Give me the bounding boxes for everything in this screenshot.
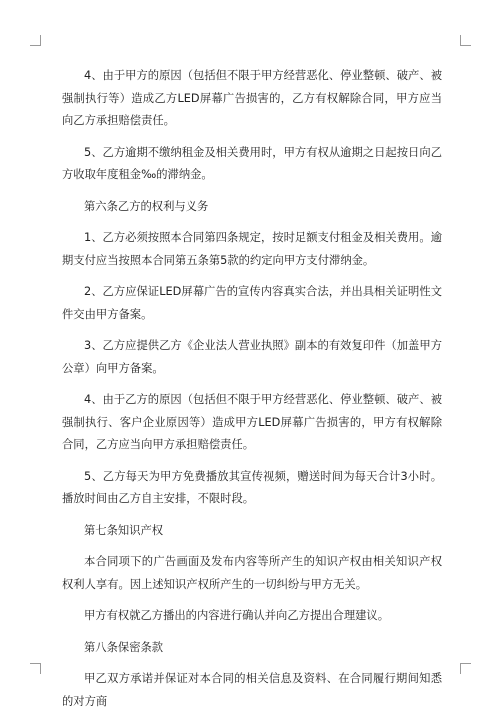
clause-6-item-2: 2、乙方应保证LED屏幕广告的宣传内容真实合法，并出具相关证明性文件交由甲方备案。 (62, 285, 442, 321)
crop-mark-bottom-left (30, 663, 41, 674)
crop-mark-top-left (30, 35, 41, 46)
clause-7-paragraph-2: 甲方有权就乙方播出的内容进行确认并向乙方提出合理建议。 (84, 609, 390, 622)
clause-7-paragraph-1: 本合同项下的广告画面及发布内容等所产生的知识产权由相关知识产权权利人享有。因上述知识产权所产生的一切纠纷与甲方无关。 (62, 555, 442, 591)
clause-5-item-4: 4、由于甲方的原因（包括但不限于甲方经营恶化、停业整顿、破产、被强制执行等）造成乙方LED屏幕广告损害的，乙方有权解除合同，甲方应当向乙方承担赔偿责任。 (62, 69, 442, 127)
clause-5-item-5: 5、乙方逾期不缴纳租金及相关费用时，甲方有权从逾期之日起按日向乙方收取年度租金‰的滞纳金。 (62, 145, 442, 181)
clause-6-item-1: 1、乙方必须按照本合同第四条规定，按时足额支付租金及相关费用。逾期支付应当按照本合同第五条第5款的约定向甲方支付滞纳金。 (62, 231, 442, 267)
document-body (62, 65, 442, 722)
clause-6-item-5: 5、乙方每天为甲方免费播放其宣传视频，赠送时间为每天合计3小时。播放时间由乙方自主安排，不限时段。 (62, 469, 442, 505)
clause-6-item-3: 3、乙方应提供乙方《企业法人营业执照》副本的有效复印件（加盖甲方公章）向甲方备案。 (62, 339, 442, 375)
section-heading-article-7: 第七条知识产权 (84, 523, 164, 537)
clause-6-item-4: 4、由于乙方的原因（包括但不限于甲方经营恶化、停业整顿、破产、被强制执行、客户企业原因等）造成甲方LED屏幕广告损害的，甲方有权解除合同，乙方应当向甲方承担赔偿责任。 (62, 393, 442, 451)
section-heading-article-8: 第八条保密条款 (84, 640, 164, 654)
crop-mark-top-right (460, 35, 471, 46)
clause-8-paragraph-1: 甲乙双方承诺并保证对本合同的相关信息及资料、在合同履行期间知悉的对方商 (62, 672, 442, 708)
crop-mark-bottom-right (460, 663, 471, 674)
section-heading-article-6: 第六条乙方的权利与义务 (84, 199, 209, 213)
